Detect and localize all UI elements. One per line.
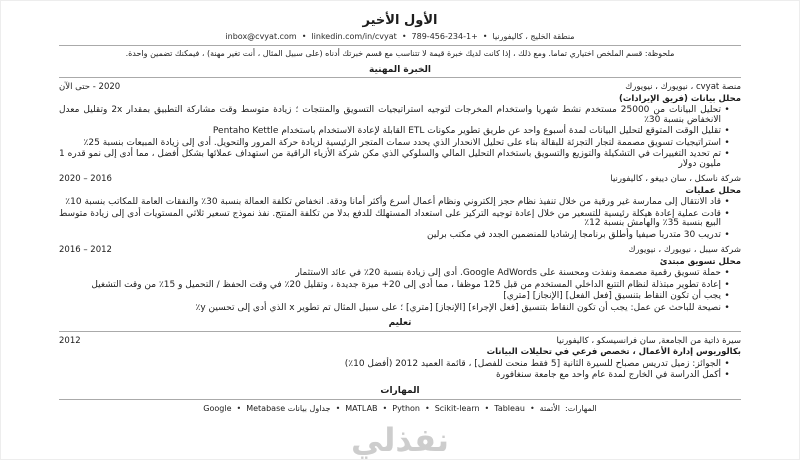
dot-separator-icon xyxy=(483,32,488,41)
job-dates: 2020 - حتى الآن xyxy=(59,82,121,93)
bullet-item xyxy=(59,106,733,125)
dot-separator-icon xyxy=(383,404,388,413)
job-role: محلل عمليات xyxy=(685,185,741,196)
contact-row xyxy=(59,32,741,41)
bullet-text: • إعادة تطوير مبتذلة لنظام التتبع الداخلي المستخدم من قبل 125 موظفا ، مما أدى إلى 20+ ميزة جديدة ، وتقليل 20٪ في وقت الحفظ / التحميل و 15٪ من وقت التشغيل xyxy=(91,279,721,290)
dot-separator-icon xyxy=(402,32,407,41)
skill-item: MATLAB xyxy=(345,403,378,413)
bullet-text: • تم تحديد التغييرات في التشكيلة والتوزيع والتسويق باستخدام التحليل المالي والسلوكي الذي مكن شركة الأزياء الراقية من استهداف عملائها بشكل أفضل ، مما أدى إلى نمو قدره 1 مليون دولار xyxy=(59,149,721,169)
bullet-text: • استراتيجيات تسويق مصممة لتجار التجزئة للبقالة بناء على تحليل الانحدار الذي يحدد سمات المتجر الرئيسية لزيادة حركة المرور والتحويل. أدى إلى زيادة المبيعات بنسبة 25٪ xyxy=(83,137,721,148)
bullet-text: • قاد الانتقال إلى ممارسة غير ورقية من خلال تنفيذ نظام حجز إلكتروني ونظام أعمال أسرع وأكثر أمانا ودقة. انخفاض تكلفة العمالة بنسبة 30٪ والنفقات العامة للمكاتب بنسبة 10٪ xyxy=(65,197,721,208)
job-bullets xyxy=(59,106,741,169)
dot-separator-icon xyxy=(485,404,490,413)
bullet-item xyxy=(59,210,733,229)
degree-title: بكالوريوس إدارة الأعمال ، تخصص فرعي في تحليلات البيانات xyxy=(486,347,741,358)
skill-item: الأتمتة xyxy=(539,403,560,413)
job-dates: 2012 – 2016 xyxy=(59,245,112,256)
section-divider xyxy=(59,77,741,78)
education-entry xyxy=(59,336,741,381)
bullet-text: • تحليل البيانات من 25000 مستخدم نشط شهريا واستخدام المخرجات لتوجيه استراتيجيات التسويق والمنتجات ؛ زيادة متوسط وقت مشاركة التطبيق بمقدار 2x وتقليل معدل الانخفاض بنسبة 30٪ xyxy=(59,105,721,125)
job-header xyxy=(59,245,741,255)
bullet-item xyxy=(59,292,733,302)
section-divider xyxy=(59,399,741,400)
skill-item: Python xyxy=(392,403,420,413)
header-divider xyxy=(59,45,741,46)
bullet-item xyxy=(59,231,733,241)
education-bullets xyxy=(59,360,741,381)
dot-separator-icon xyxy=(336,404,341,413)
bullet-item xyxy=(59,150,733,169)
bullet-item xyxy=(59,127,733,137)
skills-list xyxy=(59,404,741,413)
bullet-item xyxy=(59,304,733,314)
dot-separator-icon xyxy=(302,32,307,41)
dot-separator-icon xyxy=(530,404,535,413)
bullet-text: • يجب أن تكون النقاط بتنسيق [فعل الفعل] [الإنجاز] [متري] xyxy=(503,291,721,302)
bullet-item xyxy=(59,360,733,370)
skill-item: Google xyxy=(203,403,232,413)
job-role: محلل بيانات (فريق الإيرادات) xyxy=(618,93,741,104)
site-watermark: نفذلي xyxy=(351,420,449,459)
job-entry xyxy=(59,245,741,313)
bullet-text: • أكمل الدراسة في الخارج لمدة عام واحد مع جامعة سنغافورة xyxy=(496,370,721,381)
skills-label: المهارات: xyxy=(565,403,597,413)
section-title-education: تعليم xyxy=(388,318,412,329)
bullet-item xyxy=(59,198,733,208)
contact-phone: 789-456-234-1+ xyxy=(411,32,478,42)
section-title-skills: المهارات xyxy=(380,385,420,396)
bullet-item xyxy=(59,281,733,291)
job-bullets xyxy=(59,269,741,313)
contact-email: inbox@cvyat.com xyxy=(225,32,297,42)
section-title-experience: الخبرة المهنية xyxy=(369,64,431,75)
contact-linkedin: linkedin.com/in/cvyat xyxy=(311,32,397,42)
job-header xyxy=(59,174,741,184)
summary-note: ملحوظة: قسم الملخص اختياري تماما. ومع ذلك ، إذا كانت لديك خبرة قيمة لا تتناسب مع قسم خبرتك أدناه (على سبيل المثال ، أنت تغير مهنة) ، فيمكنك تضمين واحدة. xyxy=(125,49,675,59)
candidate-name: الأول الأخير xyxy=(362,13,438,28)
job-entry xyxy=(59,174,741,240)
school-name: سيرة ذاتية من الجامعة, سان فرانسيسكو ، كاليفورنيا xyxy=(556,336,741,347)
skill-item: Scikit-learn xyxy=(434,403,480,413)
job-role: محلل تسويق مبتدئ xyxy=(659,256,741,267)
contact-location: منطقة الخليج ، كاليفورنيا xyxy=(492,32,575,42)
education-dates: 2012 xyxy=(59,336,81,347)
company-name: منصة cvyat ، نيويورك ، نيويورك xyxy=(625,82,741,93)
company-name: شركة سيبل ، نيويورك ، نيويورك xyxy=(628,245,741,256)
bullet-text: • تدريب 30 متدربا صيفيا وأطلق برنامجا إرشاديا للمنضمين الجدد في مكتب برلين xyxy=(427,229,721,240)
bullet-text: • نصيحة للباحث عن عمل: يجب أن تكون النقاط بتنسيق [فعل الإجراء] [الإنجاز] [متري] ؛ على سبيل المثال تم تطوير x الذي أدى إلى تحسين y٪ xyxy=(195,302,721,313)
bullet-text: • قادت عملية إعادة هيكلة رئيسية للتسعير من خلال إعادة توجيه التركيز على استعداد المستهلك للدفع بدلا من تكلفة المنتج. نفذ نموذج تسعير ثلاثي المستويات أدى إلى زيادة متوسط البيع بنسبة 35٪ والهامش بنسبة 12٪ xyxy=(59,208,721,229)
job-dates: 2016 – 2020 xyxy=(59,174,112,185)
job-bullets xyxy=(59,198,741,240)
bullet-item xyxy=(59,139,733,149)
bullet-text: • تقليل الوقت المتوقع لتحليل البيانات لمدة أسبوع واحد عن طريق تطوير مكونات ETL القابلة لإعادة الاستخدام باستخدام Pentaho Kettle xyxy=(212,126,721,137)
bullet-item xyxy=(59,269,733,279)
skill-item: جداول بيانات Metabase xyxy=(246,403,331,413)
dot-separator-icon xyxy=(425,404,430,413)
job-entry xyxy=(59,82,741,169)
bullet-item xyxy=(59,371,733,381)
bullet-text: • حملة تسويق رقمية مصممة ونفذت ومحسنة على Google AdWords. أدى إلى زيادة بنسبة 20٪ في عائد الاستثمار xyxy=(295,268,721,279)
education-header xyxy=(59,336,741,346)
skill-item: Tableau xyxy=(494,403,525,413)
company-name: شركة ناسكل ، سان دييغو ، كاليفورنيا xyxy=(610,174,741,185)
job-header xyxy=(59,82,741,92)
section-divider xyxy=(59,331,741,332)
bullet-text: • الجوائز: زميل تدريس مصباح للسيرة الثانية [5 فقط منحت للفصل] ، قائمة العميد 2012 (أفضل 10٪) xyxy=(344,358,721,369)
dot-separator-icon xyxy=(237,404,242,413)
